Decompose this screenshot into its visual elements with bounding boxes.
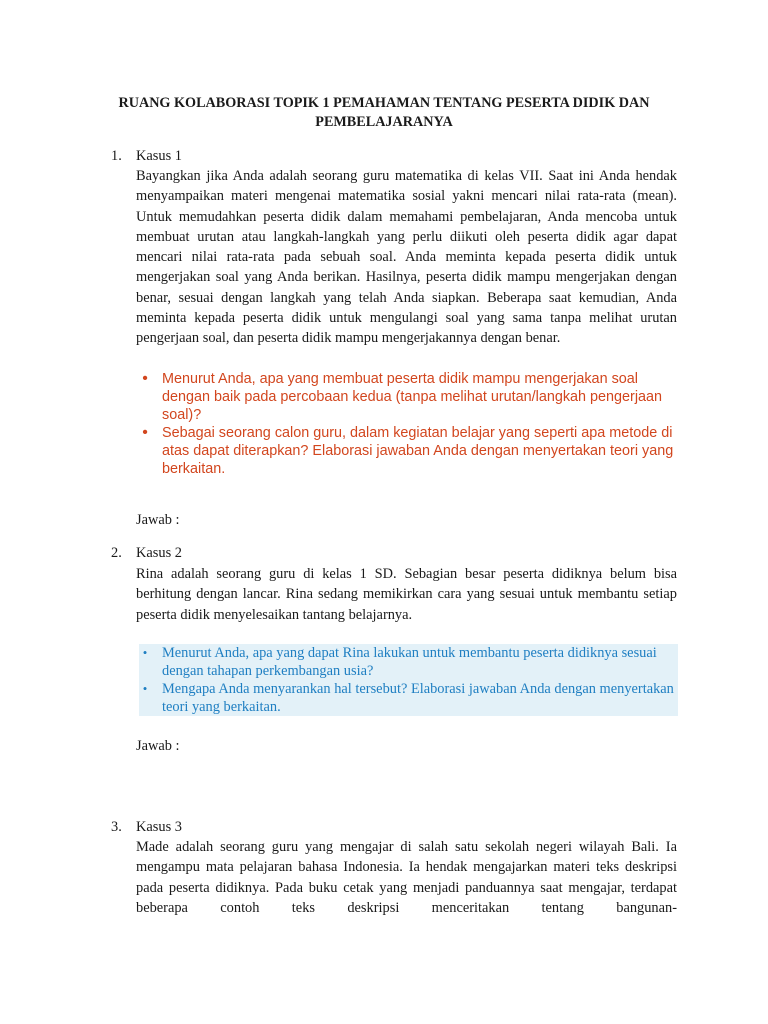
bullet-icon: • xyxy=(142,681,148,696)
case-2-paragraph: Rina adalah seorang guru di kelas 1 SD. Sebagian besar peserta didiknya belum bisa berhitung dengan lancar. Rina sedang memikirkan cara yang sesuai untuk membantu setiap peserta didik menyelesaikan tantang belajarnya. xyxy=(136,566,677,623)
case-2-question-list xyxy=(139,644,678,716)
case-1-heading: Kasus 1 xyxy=(136,148,182,164)
list-item xyxy=(139,680,678,716)
bullet-icon: • xyxy=(142,370,148,387)
bullet-icon: • xyxy=(142,424,148,441)
bullet-icon: • xyxy=(142,645,148,660)
case-2-heading: Kasus 2 xyxy=(136,545,182,561)
case-1-question-2: Sebagai seorang calon guru, dalam kegiatan belajar yang seperti apa metode di atas dapat diterapkan? Elaborasi jawaban Anda dengan menyertakan teori yang berkaitan. xyxy=(162,425,674,477)
case-3-heading: Kasus 3 xyxy=(136,819,182,835)
case-2-question-1: Menurut Anda, apa yang dapat Rina lakukan untuk membantu peserta didiknya sesuai dengan tahapan perkembangan usia? xyxy=(162,645,657,679)
case-2-number: 2. xyxy=(111,545,122,561)
case-1-paragraph: Bayangkan jika Anda adalah seorang guru matematika di kelas VII. Saat ini Anda hendak menyampaikan materi mengenai matematika sosial yakni mencari nilai rata-rata (mean). Untuk memudahkan peserta didik dalam memahami pembelajaran, Anda mencoba untuk membuat urutan atau langkah-langkah yang perlu diikuti oleh peserta didik agar dapat mencari nilai rata-rata pada sebuah soal. Anda meminta kepada peserta didik untuk mengerjakan soal yang Anda berikan. Hasilnya, peserta didik mampu mengerjakan dengan benar, sesuai dengan langkah yang telah Anda siapkan. Beberapa saat kemudian, Anda meminta kepada peserta didik untuk mengulangi soal yang sama tanpa melihat urutan pengerjaan soal, dan peserta didik mampu mengerjakannya dengan benar. xyxy=(136,168,677,347)
document-title: RUANG KOLABORASI TOPIK 1 PEMAHAMAN TENTANG PESERTA DIDIK DAN PEMBELAJARANYA xyxy=(118,95,650,130)
case-1-question-list xyxy=(136,370,676,478)
case-3-paragraph: Made adalah seorang guru yang mengajar di salah satu sekolah negeri wilayah Bali. Ia mengampu mata pelajaran bahasa Indonesia. Ia hendak mengajarkan materi teks deskripsi pada peserta didiknya. Pada buku cetak yang menjadi panduannya saat mengajar, terdapat beberapa contoh teks deskripsi menceritakan tentang bangunan- xyxy=(136,839,677,916)
case-1-question-1: Menurut Anda, apa yang membuat peserta didik mampu mengerjakan soal dengan baik pada percobaan kedua (tanpa melihat urutan/langkah pengerjaan soal)? xyxy=(162,371,663,423)
case-1-number: 1. xyxy=(111,148,122,164)
list-item xyxy=(139,644,678,680)
case-2-question-2: Mengapa Anda menyarankan hal tersebut? Elaborasi jawaban Anda dengan menyertakan teori yang berkaitan. xyxy=(162,681,674,715)
case-2-answer-label: Jawab : xyxy=(136,738,180,754)
case-3-number: 3. xyxy=(111,819,122,835)
case-1-answer-label: Jawab : xyxy=(136,512,180,528)
list-item xyxy=(136,370,676,424)
list-item xyxy=(136,424,676,478)
